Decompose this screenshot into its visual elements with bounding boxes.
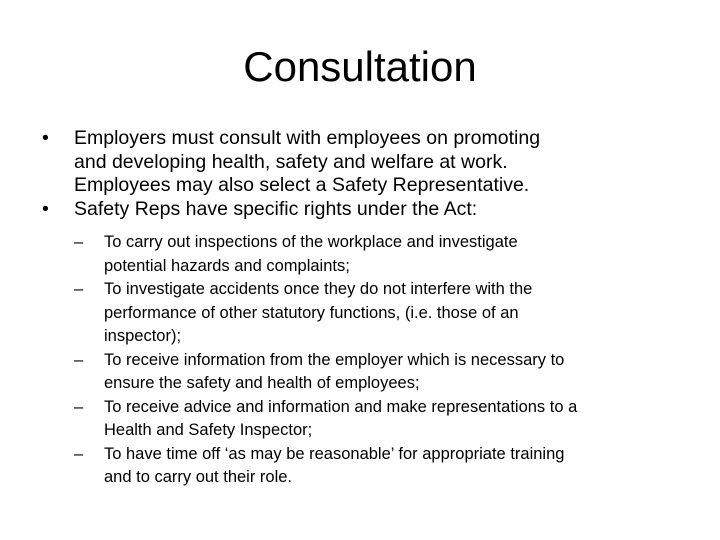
bullet-marker: • [42, 127, 49, 149]
bullet-line: Safety Reps have specific rights under the Act: [74, 197, 478, 220]
sub-bullet-item [34, 349, 684, 396]
sub-bullet-line: inspector); [104, 327, 182, 345]
sub-bullet-line: To investigate accidents once they do not interfere with the [104, 280, 533, 298]
sub-bullet-marker: – [74, 233, 84, 251]
bullet-marker: • [42, 197, 49, 220]
sub-bullet-item [34, 396, 684, 443]
bullet-item [34, 127, 684, 198]
sub-bullet-marker: – [74, 350, 84, 369]
sub-bullet-item [34, 443, 684, 490]
sub-bullet-list [34, 231, 684, 490]
sub-bullet-line: Health and Safety Inspector; [104, 421, 313, 439]
sub-bullet-line: To receive advice and information and make representations to a [104, 397, 578, 416]
sub-bullet-marker: – [74, 397, 84, 416]
slide-title: Consultation [243, 43, 477, 90]
sub-bullet-item [34, 231, 684, 278]
sub-bullet-marker: – [74, 280, 84, 298]
sub-bullet-line: ensure the safety and health of employees; [104, 374, 420, 392]
sub-bullet-line: and to carry out their role. [104, 468, 293, 486]
sub-bullet-line: To carry out inspections of the workplace and investigate [104, 233, 518, 251]
sub-bullet-line: performance of other statutory functions, (i.e. those of an [104, 303, 519, 322]
bullet-item [34, 198, 684, 222]
sub-bullet-line: To have time off ‘as may be reasonable’ for appropriate training [104, 444, 565, 463]
sub-bullet-line: To receive information from the employer which is necessary to [104, 350, 565, 369]
sub-bullet-line: potential hazards and complaints; [104, 256, 350, 275]
bullet-line: Employees may also select a Safety Representative. [74, 174, 530, 196]
bullet-line: Employers must consult with employees on promoting [74, 127, 541, 149]
sub-bullet-marker: – [74, 444, 84, 463]
slide-body [34, 127, 684, 490]
sub-bullet-item [34, 278, 684, 349]
bullet-line: and developing health, safety and welfare at work. [74, 150, 508, 173]
